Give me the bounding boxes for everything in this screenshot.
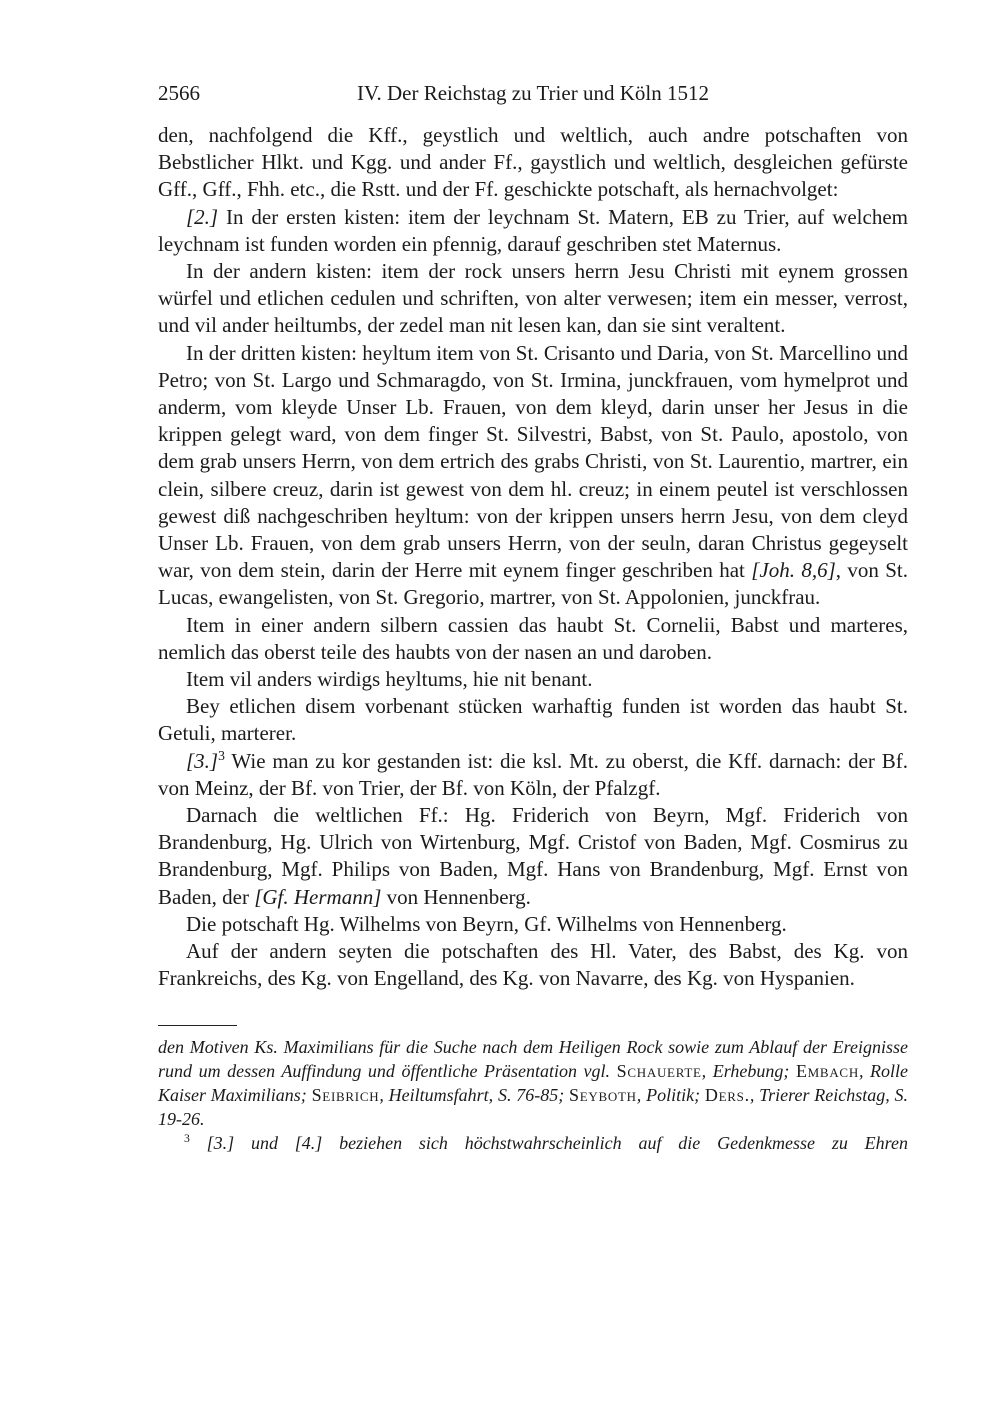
- paragraph: [158, 748, 908, 802]
- text-run: Die potschaft Hg. Wilhelms von Beyrn, Gf. Wilhelms von Hennenberg.: [186, 911, 787, 936]
- paragraph: [158, 1035, 908, 1132]
- text-run: Ders.: [704, 1084, 750, 1105]
- paragraph: [158, 122, 908, 204]
- paragraph: [158, 666, 908, 693]
- text-run: Seibrich: [311, 1084, 380, 1105]
- paragraph: [158, 340, 908, 612]
- text-run: , Heiltumsfahrt, S. 76-85;: [379, 1084, 570, 1105]
- paragraph: [158, 1131, 908, 1155]
- paragraph: [158, 802, 908, 911]
- text-run: In der andern kisten: item der rock unsers herrn Jesu Christi mit eynem grossen würfel und etlichen cedulen und schriften, von alter verwesen; item ein messer, verrost, und vil ander heiltumbs, der zedel man nit lesen kan, dan sie sint veraltent.: [158, 259, 908, 338]
- text-run: , Erhebung;: [701, 1060, 796, 1081]
- text-run: [Joh. 8,6]: [751, 558, 836, 583]
- text-run: den, nachfolgend die Kff., geystlich und weltlich, auch andre potschaften von Bebstlicher Hlkt. und Kgg. und ander Ff., gaystlich und weltlich, desgleichen gefürste Gff., Gff., Fhh. etc., die Rstt. und der Ff. geschickte potschaft, als hernachvolget:: [158, 123, 908, 202]
- text-run: [2.]: [186, 204, 219, 229]
- text-column: [158, 80, 908, 1156]
- text-run: 3: [218, 747, 225, 763]
- text-run: Auf der andern seyten die potschaften des Hl. Vater, des Babst, des Kg. von Frankreichs, des Kg. von Engelland, des Kg. von Navarre, des Kg. von Hyspanien.: [158, 939, 908, 991]
- text-run: [Gf. Hermann]: [254, 884, 382, 909]
- text-run: Item in einer andern silbern cassien das haubt St. Cornelii, Babst und marteres, nemlich das oberst teile des haubts von der nasen an und daroben.: [158, 612, 908, 664]
- paragraph: [158, 693, 908, 747]
- text-run: den Motiven Ks. Maximilians für die Suche nach dem Heiligen Rock sowie zum Ablauf der Ereignisse rund um dessen Auffindung und öffentliche Präsentation vgl.: [158, 1036, 908, 1081]
- paragraph: [158, 612, 908, 666]
- text-run: Seyboth: [569, 1084, 637, 1105]
- text-run: Item vil anders wirdigs heyltums, hie nit benant.: [186, 667, 593, 692]
- footnote-section: [158, 1025, 908, 1156]
- text-run: Bey etlichen disem vorbenant stücken warhaftig funden ist worden das haubt St. Getuli, marterer.: [158, 694, 908, 746]
- text-run: von Hennenberg.: [381, 884, 531, 909]
- page-header: [158, 80, 908, 107]
- text-run: , Politik;: [636, 1084, 705, 1105]
- text-run: , Rolle Kaiser Maximilians;: [158, 1060, 908, 1105]
- running-header: IV. Der Reichstag zu Trier und Köln 1512: [357, 81, 709, 105]
- text-run: , von St. Lucas, ewangelisten, von St. Gregorio, martrer, von St. Appolonien, junckfrau.: [158, 558, 909, 610]
- text-run: In der ersten kisten: item der leychnam St. Matern, EB zu Trier, auf welchem leychnam ist funden worden ein pfennig, darauf geschriben stet Maternus.: [158, 204, 908, 256]
- paragraph: [158, 204, 908, 258]
- text-run: 3: [184, 1132, 190, 1146]
- text-run: In der dritten kisten: heyltum item von St. Crisanto und Daria, von St. Marcellino und Petro; von St. Largo und Schmaragdo, von St. Irmina, junckfrauen, vom hymelprot und anderm, vom kleyde Unser Lb. Frauen, von dem kleyd, darin unser her Jesus in die krippen gelegt ward, von dem finger St. Silvestri, Babst, von St. Paulo, apostolo, von dem grab unsers Herrn, von dem ertrich des grabs Christi, von St. Laurentio, martrer, ein clein, silbere creuz, darin ist gewest von dem hl. creuz; in einem peutel ist verschlossen gewest diß nachgeschriben heyltum: von der krippen unsers herrn Jesu, von dem cleyd Unser Lb. Frauen, von dem grab unsers Herrn, von der seuln, daran Christus gegeyselt war, von dem stein, darin der Herre mit eynem finger geschriben hat: [158, 340, 908, 583]
- text-run: Schauerte: [616, 1060, 702, 1081]
- page-number: 2566: [158, 81, 200, 105]
- footnote-text: [158, 1035, 908, 1156]
- text-run: , Trierer Reichstag, S. 19-26.: [158, 1084, 909, 1130]
- text-run: Wie man zu kor gestanden ist: die ksl. Mt. zu oberst, die Kff. darnach: der Bf. von Meinz, der Bf. von Trier, der Bf. von Köln, der Pfalzgf.: [158, 748, 908, 800]
- paragraph: [158, 258, 908, 340]
- paragraph: [158, 911, 908, 938]
- text-run: Darnach die weltlichen Ff.: Hg. Friderich von Beyrn, Mgf. Friderich von Brandenburg, Hg. Ulrich von Wirtenburg, Mgf. Cristof von Baden, Mgf. Cosmirus zu Brandenburg, Mgf. Philips von Baden, Mgf. Hans von Brandenburg, Mgf. Ernst von Baden, der: [158, 803, 908, 909]
- text-run: Embach: [795, 1060, 859, 1081]
- text-run: [3.]: [186, 748, 219, 773]
- footnote-separator-rule: [158, 1025, 237, 1026]
- paragraph: [158, 938, 908, 992]
- text-run: [3.] und [4.] beziehen sich höchstwahrscheinlich auf die Gedenkmesse zu Ehren: [189, 1133, 908, 1154]
- body-text: [158, 122, 908, 993]
